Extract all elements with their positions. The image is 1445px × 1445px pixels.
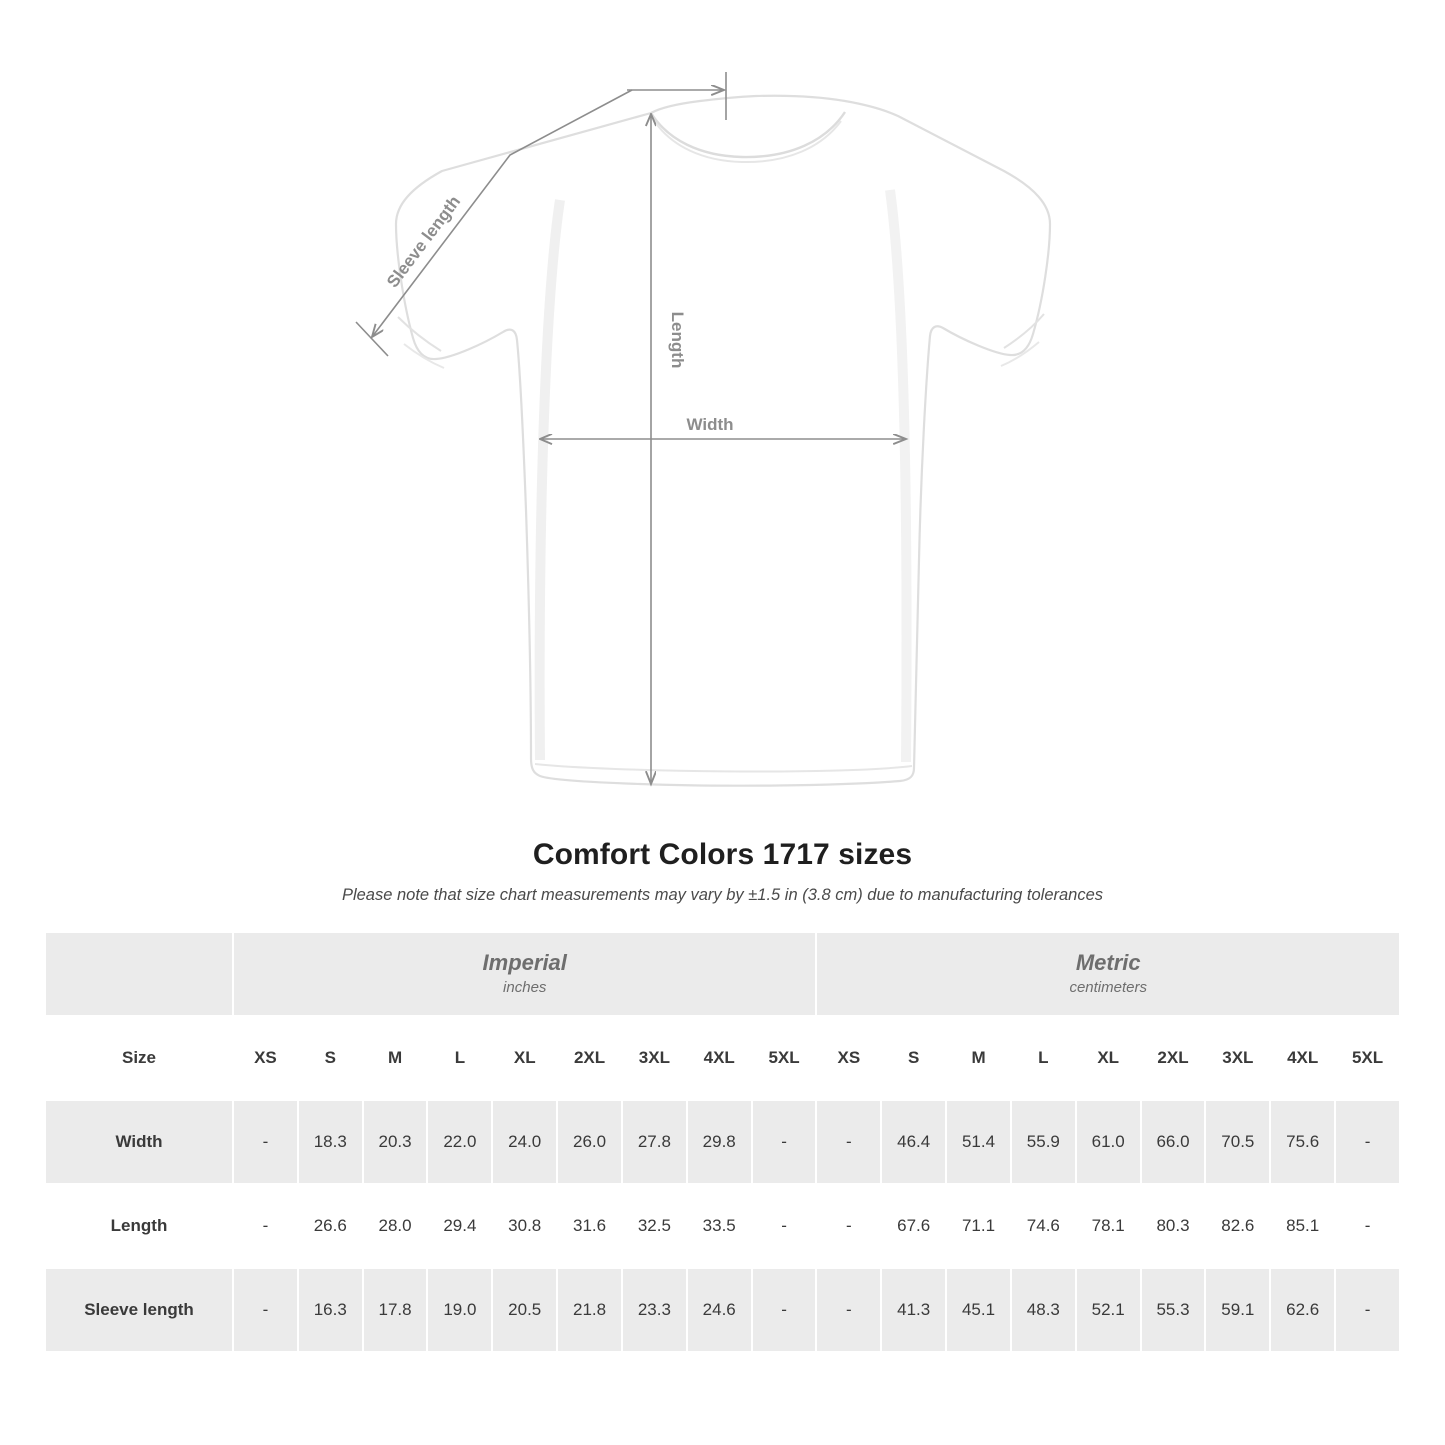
size-column-header: 4XL [1270, 1016, 1335, 1100]
table-row [45, 1268, 1400, 1352]
measurement-value: - [816, 1268, 881, 1352]
measurement-value: 41.3 [881, 1268, 946, 1352]
size-column-header: L [1011, 1016, 1076, 1100]
size-column-header: 2XL [1141, 1016, 1206, 1100]
size-column-header: S [298, 1016, 363, 1100]
size-column-header: 5XL [1335, 1016, 1400, 1100]
measurement-value: 55.9 [1011, 1100, 1076, 1184]
measurement-value: - [233, 1268, 298, 1352]
measurement-value: 29.4 [427, 1184, 492, 1268]
measurement-value: 29.8 [687, 1100, 752, 1184]
size-column-header: 3XL [1205, 1016, 1270, 1100]
size-column-header: XS [816, 1016, 881, 1100]
size-chart-table [44, 931, 1401, 1353]
size-column-header: XL [492, 1016, 557, 1100]
measurement-value: 20.3 [363, 1100, 428, 1184]
measurement-value: 80.3 [1141, 1184, 1206, 1268]
measurement-value: 55.3 [1141, 1268, 1206, 1352]
measurement-value: 21.8 [557, 1268, 622, 1352]
measurement-label: Length [45, 1184, 233, 1268]
measurement-value: - [816, 1184, 881, 1268]
measurement-value: - [752, 1184, 817, 1268]
measurement-value: 19.0 [427, 1268, 492, 1352]
sleeve-length-label: Sleeve length [383, 192, 465, 292]
measurement-value: 17.8 [363, 1268, 428, 1352]
unit-group-name: Metric [1075, 950, 1141, 975]
measurement-value: 75.6 [1270, 1100, 1335, 1184]
unit-group-header-metric [816, 932, 1400, 1016]
measurement-value: 28.0 [363, 1184, 428, 1268]
measurement-value: 85.1 [1270, 1184, 1335, 1268]
size-column-header: XL [1076, 1016, 1141, 1100]
measurement-value: 51.4 [946, 1100, 1011, 1184]
size-column-header: 5XL [752, 1016, 817, 1100]
measurement-note: Please note that size chart measurements may vary by ±1.5 in (3.8 cm) due to manufacturing tolerances [341, 886, 1104, 904]
measurement-value: 23.3 [622, 1268, 687, 1352]
measurement-value: 66.0 [1141, 1100, 1206, 1184]
measurement-value: 30.8 [492, 1184, 557, 1268]
unit-group-sub: inches [503, 978, 547, 996]
measurement-value: 46.4 [881, 1100, 946, 1184]
measurement-value: - [233, 1100, 298, 1184]
measurement-value: 67.6 [881, 1184, 946, 1268]
size-column-header: 2XL [557, 1016, 622, 1100]
size-column-header: L [427, 1016, 492, 1100]
unit-header-spacer [45, 932, 233, 1016]
unit-group-header-imperial [233, 932, 816, 1016]
measurement-value: 16.3 [298, 1268, 363, 1352]
title-block [0, 838, 1445, 905]
tshirt-graphic [396, 96, 1050, 786]
measurement-value: - [752, 1100, 817, 1184]
unit-group-name: Imperial [482, 950, 567, 975]
measurement-value: 24.0 [492, 1100, 557, 1184]
table-row [45, 1100, 1400, 1184]
size-chart-table-wrap [44, 931, 1401, 1353]
page-title: Comfort Colors 1717 sizes [532, 838, 913, 871]
table-row [45, 1184, 1400, 1268]
length-label: Length [668, 311, 687, 369]
measurement-value: 74.6 [1011, 1184, 1076, 1268]
measurement-value: 24.6 [687, 1268, 752, 1352]
measurement-value: 45.1 [946, 1268, 1011, 1352]
width-label: Width [686, 415, 734, 434]
size-column-header: 4XL [687, 1016, 752, 1100]
measurement-value: 82.6 [1205, 1184, 1270, 1268]
unit-group-sub: centimeters [1069, 978, 1147, 996]
measurement-label: Width [45, 1100, 233, 1184]
measurement-value: 52.1 [1076, 1268, 1141, 1352]
measurement-value: 26.6 [298, 1184, 363, 1268]
measurement-value: 22.0 [427, 1100, 492, 1184]
measurement-value: 48.3 [1011, 1268, 1076, 1352]
measurement-value: - [816, 1100, 881, 1184]
size-label-cell: Size [45, 1016, 233, 1100]
measurement-value: 31.6 [557, 1184, 622, 1268]
measurement-value: - [752, 1268, 817, 1352]
measurement-value: 27.8 [622, 1100, 687, 1184]
measurement-value: 32.5 [622, 1184, 687, 1268]
measurement-value: 62.6 [1270, 1268, 1335, 1352]
measurement-value: 71.1 [946, 1184, 1011, 1268]
size-column-header: XS [233, 1016, 298, 1100]
measurement-value: - [1335, 1268, 1400, 1352]
size-column-header: M [363, 1016, 428, 1100]
measurement-value: - [1335, 1184, 1400, 1268]
measurement-value: - [1335, 1100, 1400, 1184]
size-column-header: 3XL [622, 1016, 687, 1100]
measurement-value: 18.3 [298, 1100, 363, 1184]
measurement-value: - [233, 1184, 298, 1268]
measurement-value: 59.1 [1205, 1268, 1270, 1352]
measurement-value: 26.0 [557, 1100, 622, 1184]
unit-header-row [45, 932, 1400, 1016]
size-column-header: S [881, 1016, 946, 1100]
measurement-value: 33.5 [687, 1184, 752, 1268]
measurement-label: Sleeve length [45, 1268, 233, 1352]
measurement-value: 78.1 [1076, 1184, 1141, 1268]
measurement-value: 70.5 [1205, 1100, 1270, 1184]
size-header-row [45, 1016, 1400, 1100]
measurement-value: 61.0 [1076, 1100, 1141, 1184]
measurement-value: 20.5 [492, 1268, 557, 1352]
size-column-header: M [946, 1016, 1011, 1100]
